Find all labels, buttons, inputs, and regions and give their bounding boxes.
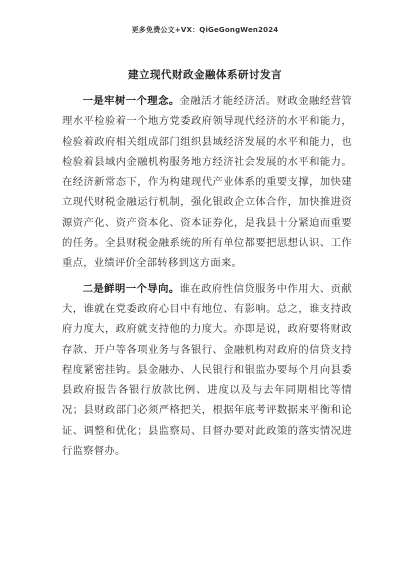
paragraph-1-text: 金融活才能经济活。财政金融经营管理水平检验着一个地方党委政府领导现代经济的水平和能力，检验着政府相关组成部门组织县域经济发展的水平和能力，也检验着县域内金融机构服务地方经济社会发展的水平和能力。在经济新常态下，作为构建现代产业体系的重要支撑，加快建立现代财税金融运行机制，强化银政企立体合作，加快推进资源资产化、资产资本化、资本证券化，是我县十分紧迫而重要的任务。全县财税金融系统的所有单位都要把思想认识、工作重点，业绩评价全部转移到这方面来。 [62, 95, 352, 270]
header-note: 更多免费公文+VX：QiGeGongWen2024 [131, 26, 279, 34]
paragraph-2 [62, 279, 352, 462]
document-body [62, 91, 352, 466]
paragraph-2-text: 谁在政府性信贷服务中作用大、贡献大，谁就在党委政府心目中有地位、有影响。总之，谁支持政府力度大，政府就支持他的力度大。亦即是说，政府要将财政存款、开户等各项业务与各银行、金融机构对政府的信贷支持程度紧密挂钩。县金融办、人民银行和银监办要每个月向县委县政府报告各银行放款比例、进度以及与去年同期相比等情况；县财政部门必须严格把关，根据年底考评数据来平衡和论证、调整和优化；县监察局、目督办要对此政策的落实情况进行监察督办。 [62, 282, 352, 458]
paragraph-2-lead: 二是鲜明一个导向。 [82, 282, 180, 295]
paragraph-1 [62, 91, 352, 274]
paragraph-1-lead: 一是牢树一个理念。 [82, 95, 180, 107]
document-title: 建立现代财政金融体系研讨发言 [128, 69, 282, 81]
